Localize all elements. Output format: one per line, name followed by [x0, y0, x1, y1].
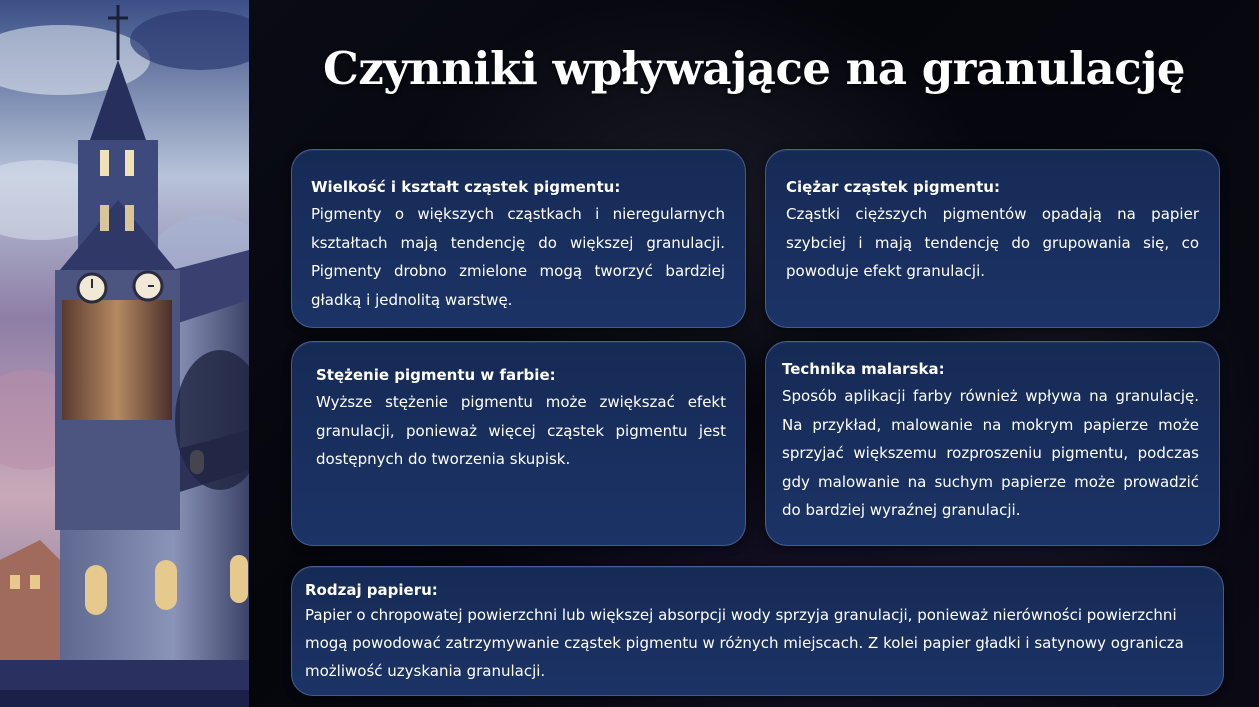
card-heading: Ciężar cząstek pigmentu:	[786, 178, 1000, 196]
card-particle-weight	[765, 149, 1220, 328]
card-painting-technique	[765, 341, 1220, 546]
card-body: Sposób aplikacji farby również wpływa na granulację. Na przykład, malowanie na mokrym papierze może sprzyjać większemu rozproszeniu pigmentu, podczas gdy malowanie na suchym papierze może prowadzić do bardziej wyraźnej granulacji.	[782, 387, 1199, 519]
card-pigment-concentration	[291, 341, 746, 546]
card-heading: Wielkość i kształt cząstek pigmentu:	[311, 178, 621, 196]
card-body: Wyższe stężenie pigmentu może zwiększać efekt granulacji, ponieważ więcej cząstek pigmentu jest dostępnych do tworzenia skupisk.	[316, 393, 726, 468]
card-body: Cząstki cięższych pigmentów opadają na papier szybciej i mają tendencję do grupowania się, co powoduje efekt granulacji.	[786, 205, 1199, 280]
card-body: Papier o chropowatej powierzchni lub większej absorpcji wody sprzyja granulacji, ponieważ nierówności powierzchni mogą powodować zatrzymywanie cząstek pigmentu w różnych miejscach. Z kolei papier gładki i satynowy ogranicza możliwość uzyskania granulacji.	[305, 606, 1184, 680]
church-painting-image	[0, 0, 249, 707]
slide-title: Czynniki wpływające na granulację	[322, 42, 1186, 95]
card-heading: Stężenie pigmentu w farbie:	[316, 366, 556, 384]
card-heading: Technika malarska:	[782, 360, 945, 378]
card-particle-size	[291, 149, 746, 328]
card-heading: Rodzaj papieru:	[305, 581, 438, 599]
card-body: Pigmenty o większych cząstkach i nieregularnych kształtach mają tendencję do większej granulacji. Pigmenty drobno zmielone mogą tworzyć bardziej gładką i jednolitą warstwę.	[311, 205, 725, 309]
card-paper-type	[291, 566, 1224, 696]
